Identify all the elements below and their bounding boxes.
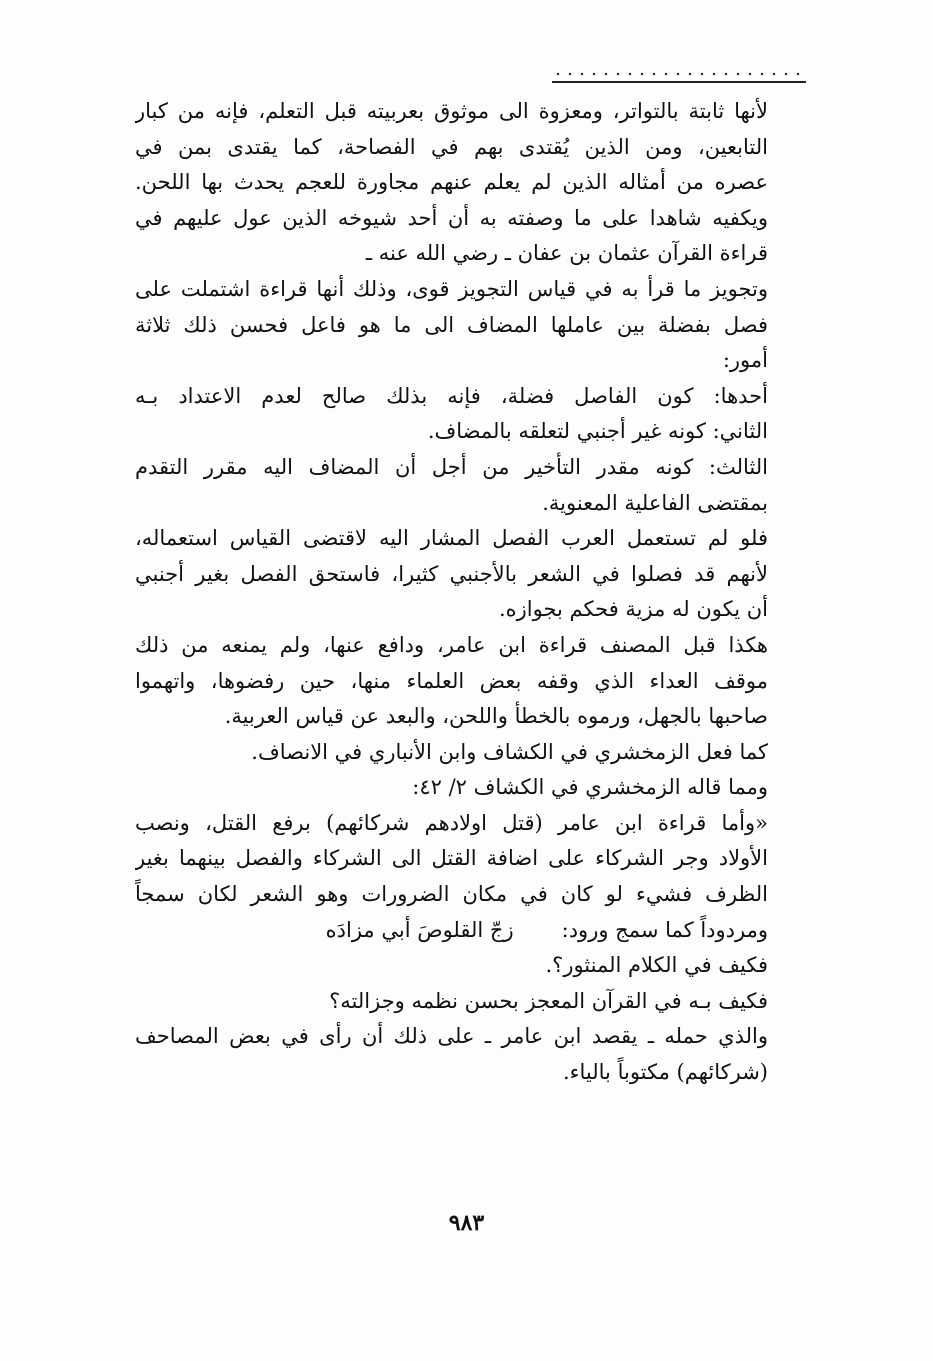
text-line: لأنها ثابتة بالتواتر، ومعزوة الى موثوق بعربيته قبل التعلم، فإنه من كبار	[135, 99, 768, 123]
text-line: موقف العداء الذي وقفه بعض العلماء منها، حين رفضوها، واتهموا	[135, 668, 768, 693]
text-line: قراءة القرآن عثمان بن عفان ـ رضي الله عنه ـ	[365, 241, 768, 266]
text-line: فصل بفضلة بين عاملها المضاف الى ما هو فاعل فحسن ذلك ثلاثة	[135, 312, 768, 337]
header-solid-line	[552, 81, 806, 83]
text-line: ومردوداً كما سمج ورود:	[561, 917, 768, 942]
header-rule	[552, 72, 806, 84]
page-number: ٩٨٣	[448, 1210, 485, 1236]
text-line: هكذا قبل المصنف قراءة ابن عامر، ودافع عنها، ولم يمنعه من ذلك	[135, 632, 768, 657]
text-line: الثالث: كونه مقدر التأخير من أجل أن المضاف اليه مقرر التقدم	[135, 454, 768, 479]
text-line: وتجويز ما قرأ به في قياس التجويز قوى، وذلك أنها قراءة اشتملت على	[135, 276, 768, 301]
body-text	[135, 94, 768, 1091]
text-line: لأنهم قد فصلوا في الشعر بالأجنبي كثيرا، فاستحق الفصل بغير أجنبي	[135, 561, 768, 586]
text-line: التابعين، ومن الذين يُقتدى بهم في الفصاحة، كما يقتدى بمن في	[135, 134, 768, 159]
text-line: أن يكون له مزية فحكم بجوازه.	[498, 597, 768, 622]
text-line: (شركائهم) مكتوباً بالياء.	[562, 1060, 768, 1085]
text-line: ومما قاله الزمخشري في الكشاف ٢/ ٤٢:	[412, 775, 768, 800]
text-line: فلو لم تستعمل العرب الفصل المشار اليه لاقتضى القياس استعماله،	[135, 526, 768, 551]
poetry-verse: زجّ القلوصَ أبي مزادَه	[325, 917, 514, 942]
text-line: الثاني: كونه غير أجنبي لتعلقه بالمضاف.	[427, 419, 768, 444]
text-line: أحدها: كون الفاصل فضلة، فإنه بذلك صالح لعدم الاعتداد بـه	[135, 383, 768, 408]
text-line: الأولاد وجر الشركاء على اضافة القتل الى الشركاء والفصل بينهما بغير	[135, 846, 768, 871]
text-line: والذي حمله ـ يقصد ابن عامر ـ على ذلك أن رأى في بعض المصاحف	[135, 1024, 768, 1049]
text-line: كما فعل الزمخشري في الكشاف وابن الأنباري في الانصاف.	[251, 739, 768, 764]
text-line: أمور:	[722, 348, 768, 373]
text-line: فكيف في الكلام المنثور؟.	[545, 953, 768, 978]
text-line: عصره من أمثاله الذين لم يعلم عنهم مجاورة للعجم يحدث بها اللحن.	[135, 170, 768, 195]
header-dotted-line	[552, 72, 806, 76]
text-line: الظرف فشيء لو كان في مكان الضرورات وهو الشعر لكان سمجاً	[135, 882, 768, 907]
verse-line	[135, 913, 768, 949]
text-line: «وأما قراءة ابن عامر (قتل اولادهم شركائهم) برفع القتل، ونصب	[135, 810, 768, 835]
text-line: فكيف بـه في القرآن المعجز بحسن نظمه وجزالته؟	[329, 988, 768, 1013]
text-line: بمقتضى الفاعلية المعنوية.	[542, 490, 768, 515]
text-line: ويكفيه شاهدا على ما وصفته به أن أحد شيوخه الذين عول عليهم في	[135, 205, 768, 230]
text-line: صاحبها بالجهل، ورموه بالخطأ واللحن، والبعد عن قياس العربية.	[224, 704, 768, 729]
